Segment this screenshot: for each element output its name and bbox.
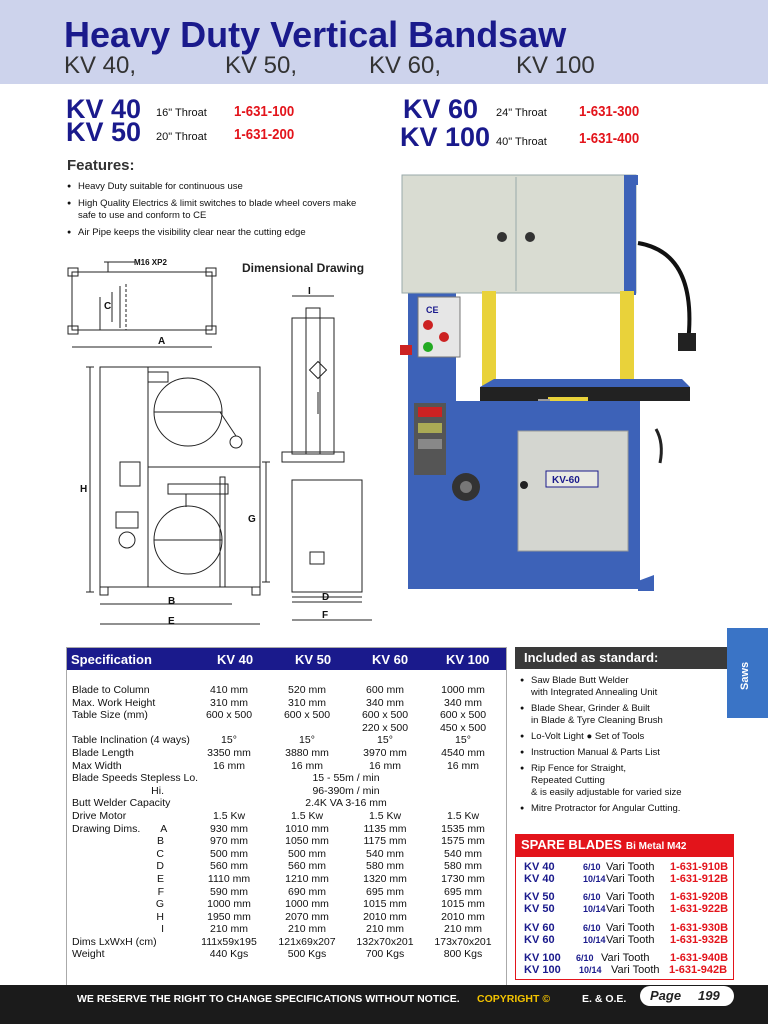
model-name: KV 100 bbox=[400, 122, 491, 152]
footer-note: WE RESERVE THE RIGHT TO CHANGE SPECIFICATIONS WITHOUT NOTICE. bbox=[77, 993, 460, 1005]
drawing-label-a: A bbox=[158, 336, 166, 347]
included-list bbox=[520, 675, 732, 819]
table-row: KV 60 6/10 Vari Tooth 1-631-930B bbox=[524, 922, 729, 934]
table-row: Butt Welder Capacity 2.4K VA 3-16 mm bbox=[72, 797, 387, 810]
table-row: KV 60 10/14 Vari Tooth 1-631-932B bbox=[524, 934, 729, 946]
list-item: ● Saw Blade Butt Welder with Integrated Annealing Unit bbox=[520, 675, 732, 699]
model-code: 1-631-100 bbox=[234, 103, 295, 120]
model-throat: 16" Throat bbox=[156, 107, 207, 119]
model-throat: 24" Throat bbox=[496, 107, 547, 119]
table-row: 220 x 500 450 x 500 bbox=[361, 721, 487, 734]
list-item: ● Lo-Volt Light ● Set of Tools bbox=[520, 731, 732, 743]
section-tab-saws[interactable] bbox=[727, 628, 768, 718]
dimensional-drawing bbox=[60, 252, 380, 632]
table-row: Drive Motor 1.5 Kw 1.5 Kw 1.5 Kw 1.5 Kw bbox=[72, 809, 480, 822]
drawing-label-i: I bbox=[308, 286, 311, 297]
table-row: I 210 mm 210 mm 210 mm 210 mm bbox=[161, 923, 482, 936]
model-name: KV 40 bbox=[66, 94, 142, 124]
model-code: 1-631-300 bbox=[579, 103, 640, 120]
drawing-label-f: F bbox=[322, 610, 329, 621]
table-row: G 1000 mm 1000 mm 1015 mm 1015 mm bbox=[155, 898, 485, 911]
spec-rows bbox=[72, 684, 502, 961]
section-tab-label: Saws bbox=[739, 661, 751, 690]
footer-eoe: E. & O.E. bbox=[582, 993, 627, 1005]
header-model-kv50: KV 50, bbox=[225, 52, 298, 79]
table-row: B 970 mm 1050 mm 1175 mm 1575 mm bbox=[156, 835, 485, 848]
spec-header-kv40: KV 40 bbox=[217, 652, 254, 667]
dimensional-drawing-title: Dimensional Drawing bbox=[242, 261, 365, 275]
model-code: 1-631-200 bbox=[234, 126, 295, 143]
spec-header-kv60: KV 60 bbox=[372, 652, 409, 667]
features-list bbox=[67, 181, 367, 244]
page-number: 199 bbox=[698, 988, 720, 1003]
list-item: ● Blade Shear, Grinder & Built in Blade & Tyre Cleaning Brush bbox=[520, 703, 732, 727]
drawing-label-g: G bbox=[248, 514, 256, 525]
page-number-badge bbox=[640, 986, 734, 1006]
model-code: 1-631-400 bbox=[579, 130, 640, 147]
feature-item: ● Heavy Duty suitable for continuous use bbox=[67, 181, 367, 193]
table-row: Dims LxWxH (cm) 111x59x195 121x69x207 132x70x201 173x70x201 bbox=[72, 935, 492, 948]
table-row: Table Size (mm) 600 x 500 600 x 500 600 x 500 600 x 500 bbox=[72, 709, 487, 722]
model-name: KV 50 bbox=[66, 117, 142, 147]
header-band bbox=[0, 0, 768, 84]
footer bbox=[0, 985, 768, 1024]
table-row: Max. Work Height 310 mm 310 mm 340 mm 340 mm bbox=[72, 696, 482, 709]
features-title: Features: bbox=[67, 157, 135, 174]
table-row: KV 100 10/14 Vari Tooth 1-631-942B bbox=[524, 964, 728, 976]
drawing-plate-label: M16 XP2 bbox=[134, 258, 167, 267]
table-row: Hi. 96-390m / min bbox=[151, 784, 380, 797]
included-title: Included as standard: bbox=[515, 647, 734, 669]
header-model-kv60: KV 60, bbox=[369, 52, 442, 79]
table-row: C 500 mm 500 mm 540 mm 540 mm bbox=[156, 847, 482, 860]
drawing-label-h: H bbox=[80, 484, 88, 495]
table-row: KV 40 6/10 Vari Tooth 1-631-910B bbox=[524, 861, 729, 873]
table-row: KV 50 6/10 Vari Tooth 1-631-920B bbox=[524, 891, 729, 903]
feature-item: ● Air Pipe keeps the visibility clear near the cutting edge bbox=[67, 227, 367, 239]
model-throat: 40" Throat bbox=[496, 136, 547, 148]
spec-header-label: Specification bbox=[71, 652, 152, 667]
drawing-label-e: E bbox=[168, 616, 175, 627]
spare-blades-table bbox=[515, 856, 734, 980]
header-model-kv100: KV 100 bbox=[516, 52, 595, 79]
model-throat: 20" Throat bbox=[156, 131, 207, 143]
specification-table bbox=[66, 647, 507, 990]
table-row: Max Width 16 mm 16 mm 16 mm 16 mm bbox=[72, 759, 480, 772]
table-row: H 1950 mm 2070 mm 2010 mm 2010 mm bbox=[156, 910, 485, 923]
table-row: KV 50 10/14 Vari Tooth 1-631-922B bbox=[524, 903, 729, 915]
table-row: Blade Speeds Stepless Lo. 15 - 55m / min bbox=[72, 772, 380, 785]
model-name: KV 60 bbox=[403, 94, 479, 124]
spec-header-kv100: KV 100 bbox=[446, 652, 490, 667]
spec-header bbox=[67, 648, 506, 670]
list-item: ● Rip Fence for Straight, Repeated Cutting & is easily adjustable for varied size bbox=[520, 763, 732, 799]
table-row: Weight 440 Kgs 500 Kgs 700 Kgs 800 Kgs bbox=[72, 948, 483, 961]
list-item: ● Mitre Protractor for Angular Cutting. bbox=[520, 803, 732, 815]
table-row: F 590 mm 690 mm 695 mm 695 mm bbox=[157, 885, 482, 898]
table-row: Table Inclination (4 ways) 15° 15° 15° 15° bbox=[72, 734, 471, 747]
ce-mark: CE bbox=[426, 305, 439, 315]
table-row: KV 40 10/14 Vari Tooth 1-631-912B bbox=[524, 873, 729, 885]
page-title: Heavy Duty Vertical Bandsaw bbox=[64, 14, 567, 55]
page-label: Page bbox=[650, 988, 682, 1003]
feature-item: ● High Quality Electrics & limit switches to blade wheel covers make safe to use and conform to CE bbox=[67, 198, 367, 222]
spare-blades-title: SPARE BLADES Bi Metal M42 bbox=[515, 834, 734, 856]
table-row: KV 100 6/10 Vari Tooth 1-631-940B bbox=[524, 952, 729, 964]
drawing-label-b: B bbox=[168, 596, 176, 607]
header-model-kv40: KV 40, bbox=[64, 52, 137, 79]
table-row: Drawing Dims. A 930 mm 1010 mm 1135 mm 1535 mm bbox=[72, 822, 485, 835]
machine-badge: KV-60 bbox=[552, 475, 580, 486]
table-row: E 1110 mm 1210 mm 1320 mm 1730 mm bbox=[156, 872, 485, 885]
drawing-label-d: D bbox=[322, 592, 330, 603]
drawing-label-c: C bbox=[104, 301, 112, 312]
table-row: D 560 mm 560 mm 580 mm 580 mm bbox=[156, 860, 482, 873]
spec-header-kv50: KV 50 bbox=[295, 652, 332, 667]
table-row: Blade Length 3350 mm 3880 mm 3970 mm 4540 mm bbox=[72, 746, 485, 759]
bandsaw-photo bbox=[398, 173, 698, 593]
list-item: ● Instruction Manual & Parts List bbox=[520, 747, 732, 759]
table-row: Blade to Column 410 mm 520 mm 600 mm 1000 mm bbox=[72, 684, 485, 696]
footer-copyright: COPYRIGHT © bbox=[477, 993, 551, 1005]
